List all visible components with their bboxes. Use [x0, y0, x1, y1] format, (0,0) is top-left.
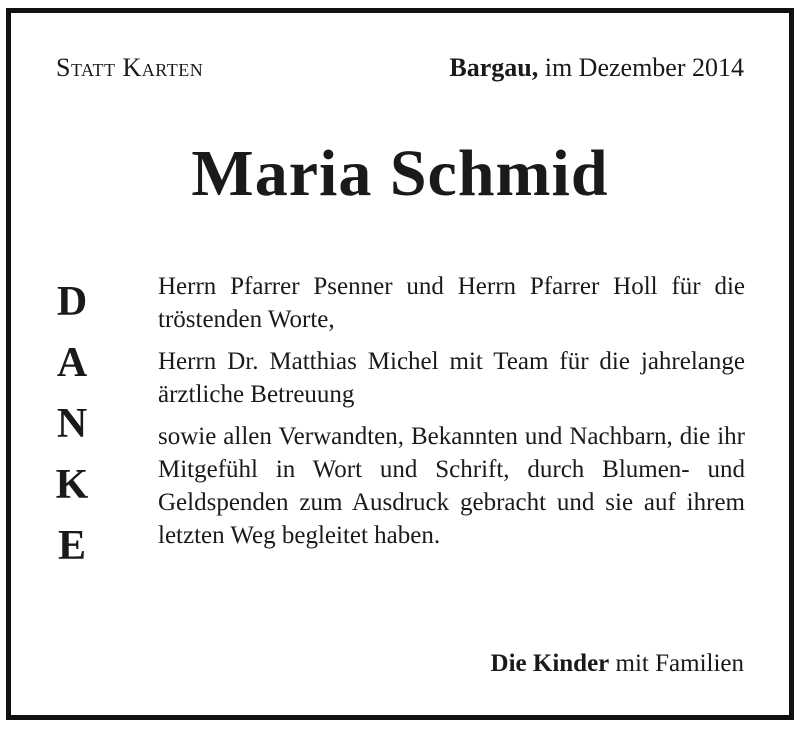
danke-letter: D: [56, 279, 88, 325]
thanks-body: [158, 270, 745, 561]
danke-letter: K: [55, 462, 89, 508]
danke-letter: E: [57, 523, 86, 569]
deceased-name: Maria Schmid: [191, 137, 609, 210]
thanks-paragraph: sowie allen Verwandten, Bekannten und Nachbarn, die ihr Mitgefühl in Wort und Schrift, durch Blumen- und Geldspenden zum Ausdruck gebracht und sie auf ihrem letzten Weg begleitet haben.: [158, 423, 745, 549]
statt-karten-label: Statt Karten: [56, 53, 204, 82]
thanks-paragraph: Herrn Dr. Matthias Michel mit Team für die jahrelange ärztliche Betreuung: [158, 348, 745, 408]
signature-main: Die Kinder: [490, 650, 610, 677]
signature: [491, 650, 744, 678]
danke-letter: N: [56, 401, 88, 447]
signature-suffix: mit Familien: [615, 650, 744, 677]
thanks-paragraph: Herrn Pfarrer Psenner und Herrn Pfarrer Holl für die tröstenden Worte,: [158, 273, 745, 333]
danke-vertical: [52, 272, 92, 577]
place-name: Bargau,: [449, 53, 539, 82]
place-date-line: [449, 53, 744, 83]
danke-letter: A: [56, 340, 88, 386]
notice-date: im Dezember 2014: [544, 53, 744, 82]
